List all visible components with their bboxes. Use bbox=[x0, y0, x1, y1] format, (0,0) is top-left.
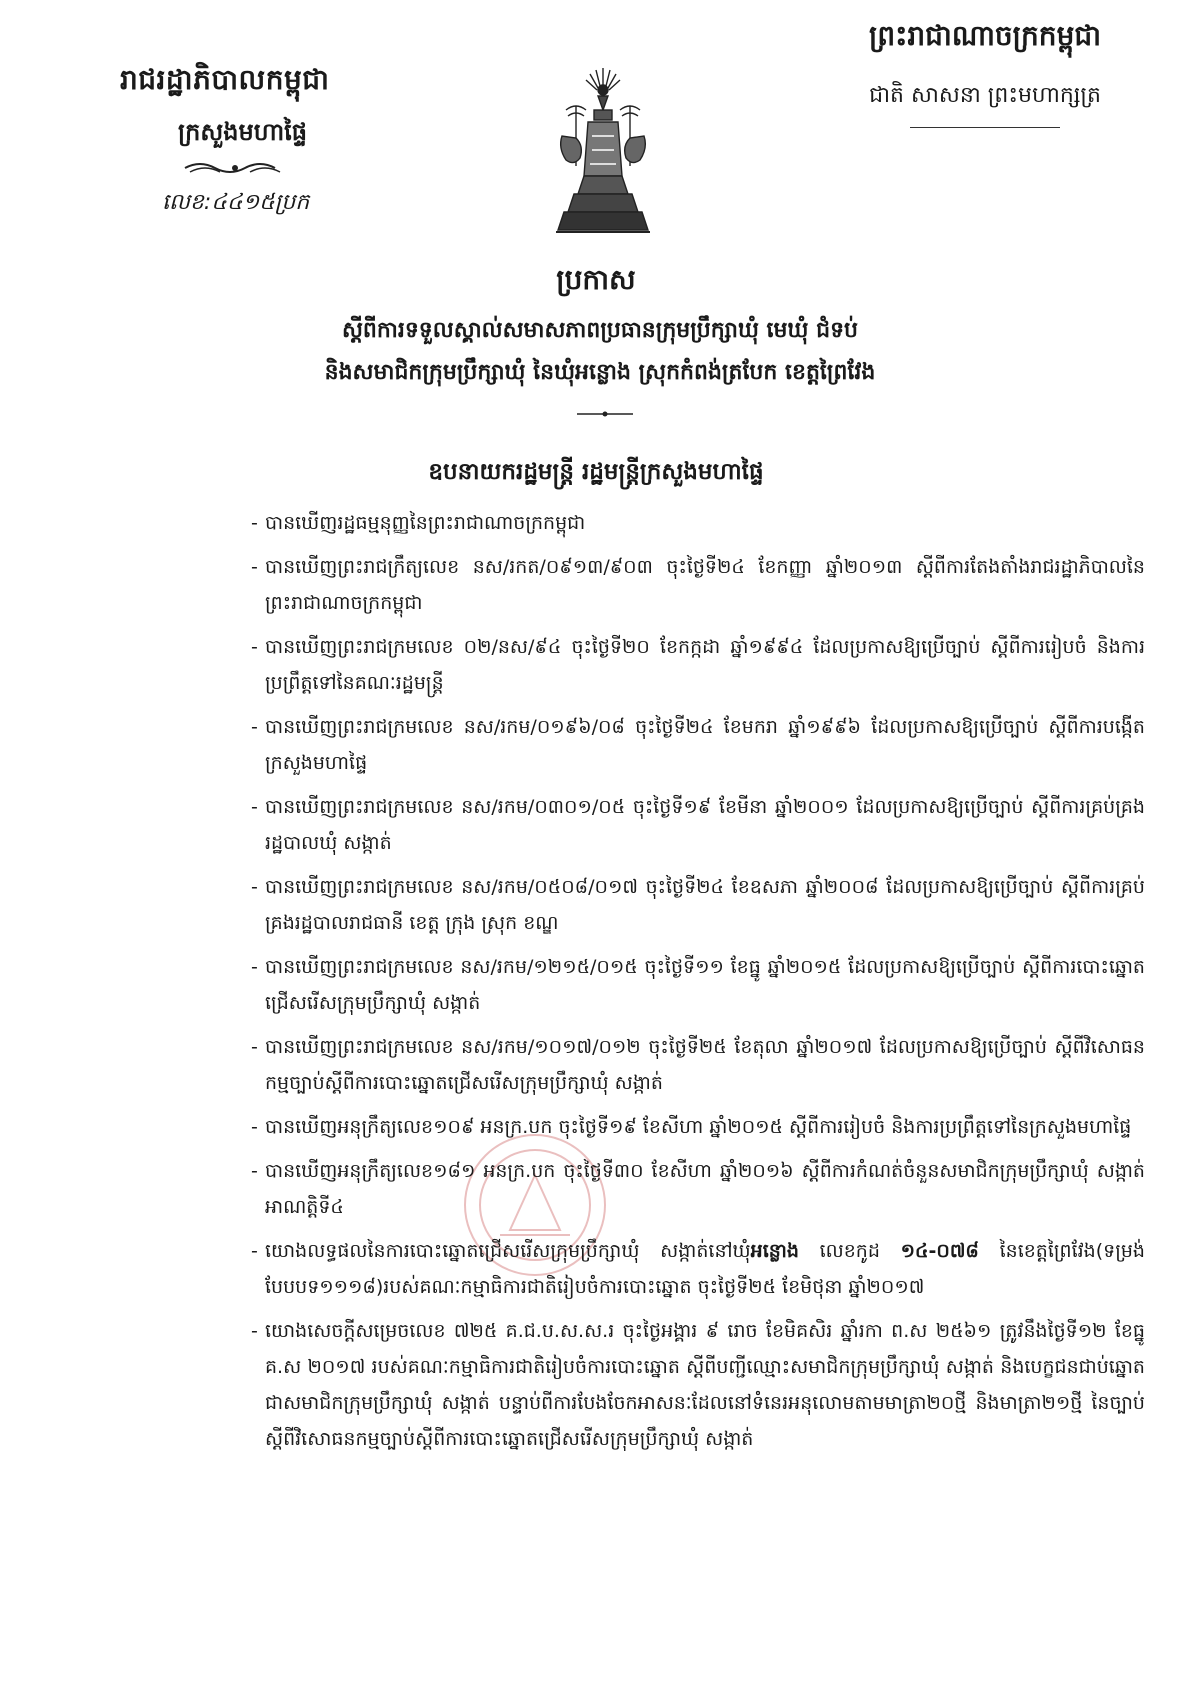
government-name: រាជរដ្ឋាភិបាលកម្ពុជា bbox=[120, 63, 330, 96]
list-item bbox=[251, 949, 1145, 1021]
bullet-dash: - bbox=[251, 1160, 258, 1182]
subject-line: និងសមាជិកក្រុមប្រឹក្សាឃុំ នៃឃុំអន្លោង ស្រុកកំពង់ត្របែក ខេត្តព្រៃវែង bbox=[324, 360, 876, 385]
clause-text: លេខកូដ bbox=[798, 1240, 901, 1262]
document-subject bbox=[150, 310, 1050, 394]
list-item bbox=[251, 1233, 1145, 1305]
clause-text: យោងសេចក្តីសម្រេចលេខ ៧២៥ គ.ជ.ប.ស.ស.រ ចុះថ្ងៃអង្គារ ៩ រោច ខែមិគសិរ ឆ្នាំរកា ព.ស ២៥៦១ ត្រូវនឹងថ្ងៃទី១២ ខែធ្នូ គ.ស ២០១៧ របស់គណៈកម្មាធិការជាតិរៀបចំការបោះឆ្នោត ស្តីពីបញ្ជីឈ្មោះសមាជិកក្រុមប្រឹក្សាឃុំ សង្កាត់ និងបេក្ខជនជាប់ឆ្នោតជាសមាជិកក្រុមប្រឹក្សាឃុំ សង្កាត់ បន្ទាប់ពីការបែងចែកអាសនៈដែលនៅទំនេរអនុលោមតាមមាត្រា២០ថ្មី និងមាត្រា២១ថ្មី នៃច្បាប់ ស្តីពីវិសោធនកម្មច្បាប់ស្តីពីការបោះឆ្នោតជ្រើសរើសក្រុមប្រឹក្សាឃុំ សង្កាត់ bbox=[265, 1320, 1145, 1450]
bullet-dash: - bbox=[251, 1116, 258, 1138]
bullet-dash: - bbox=[251, 716, 258, 738]
ministry-name: ក្រសួងមហាផ្ទៃ bbox=[178, 118, 308, 146]
list-item bbox=[251, 1313, 1145, 1457]
issuer-header bbox=[120, 62, 420, 220]
bullet-dash: - bbox=[251, 1036, 258, 1058]
bullet-dash: - bbox=[251, 512, 258, 534]
clause-text: យោងលទ្ធផលនៃការបោះឆ្នោតជ្រើសរើសក្រុមប្រឹក្សាឃុំ សង្កាត់នៅឃុំ bbox=[265, 1240, 751, 1262]
kingdom-name: ព្រះរាជាណាចក្រកម្ពុជា bbox=[868, 19, 1101, 52]
signatory-title: ឧបនាយករដ្ឋមន្ត្រី រដ្ឋមន្ត្រីក្រសួងមហាផ្ទៃ bbox=[428, 459, 764, 485]
list-item bbox=[251, 1109, 1145, 1145]
motto-divider bbox=[910, 127, 1060, 128]
list-item bbox=[251, 1029, 1145, 1101]
commune-name: អន្លោង bbox=[750, 1240, 799, 1262]
clause-text: បានឃើញព្រះរាជក្រមលេខ នស/រកម/០១៩៦/០៨ ចុះថ្ងៃទី២៤ ខែមករា ឆ្នាំ១៩៩៦ ដែលប្រកាសឱ្យប្រើច្បាប់ ស្តីពីការបង្កើតក្រសួងមហាផ្ទៃ bbox=[265, 716, 1145, 774]
list-item bbox=[251, 1153, 1145, 1225]
list-item bbox=[251, 505, 1145, 541]
bullet-dash: - bbox=[251, 1240, 258, 1262]
bullet-dash: - bbox=[251, 876, 258, 898]
clause-text: បានឃើញព្រះរាជក្រមលេខ នស/រកម/០៣០១/០៥ ចុះថ្ងៃទី១៩ ខែមីនា ឆ្នាំ២០០១ ដែលប្រកាសឱ្យប្រើច្បាប់ ស្តីពីការគ្រប់គ្រងរដ្ឋបាលឃុំ សង្កាត់ bbox=[265, 796, 1145, 854]
reference-number: លេខ:៤៤១៥ប្រក bbox=[162, 190, 310, 215]
bullet-dash: - bbox=[251, 636, 258, 658]
document-type: ប្រកាស bbox=[556, 263, 636, 296]
list-item bbox=[251, 709, 1145, 781]
divider-ornament-icon bbox=[575, 410, 635, 418]
clause-text: បានឃើញព្រះរាជក្រឹត្យលេខ នស/រកត/០៩១៣/៩០៣ ចុះថ្ងៃទី២៤ ខែកញ្ញា ឆ្នាំ២០១៣ ស្តីពីការតែងតាំងរាជរដ្ឋាភិបាលនៃព្រះរាជាណាចក្រកម្ពុជា bbox=[265, 556, 1145, 614]
bullet-dash: - bbox=[251, 556, 258, 578]
clause-text: បានឃើញអនុក្រឹត្យលេខ១៨១ អនក្រ.បក ចុះថ្ងៃទី៣០ ខែសីហា ឆ្នាំ២០១៦ ស្តីពីការកំណត់ចំនួនសមាជិកក្រុមប្រឹក្សាឃុំ សង្កាត់អាណត្តិទី៤ bbox=[265, 1160, 1145, 1218]
list-item bbox=[251, 869, 1145, 941]
bullet-dash: - bbox=[251, 1320, 258, 1342]
commune-code: ១៤-០៧៨ bbox=[900, 1240, 979, 1262]
bullet-dash: - bbox=[251, 796, 258, 818]
list-item bbox=[251, 549, 1145, 621]
clause-text: បានឃើញព្រះរាជក្រមលេខ ០២/នស/៩៤ ចុះថ្ងៃទី២០ ខែកក្កដា ឆ្នាំ១៩៩៤ ដែលប្រកាសឱ្យប្រើច្បាប់ ស្តីពីការរៀបចំ និងការប្រព្រឹត្តទៅនៃគណៈរដ្ឋមន្ត្រី bbox=[265, 636, 1145, 694]
clause-text: បានឃើញព្រះរាជក្រមលេខ នស/រកម/០៥០៨/០១៧ ចុះថ្ងៃទី២៤ ខែឧសភា ឆ្នាំ២០០៨ ដែលប្រកាសឱ្យប្រើច្បាប់ ស្តីពីការគ្រប់គ្រងរដ្ឋបាលរាជធានី ខេត្ត ក្រុង ស្រុក ខណ្ឌ bbox=[265, 876, 1145, 934]
clause-text: បានឃើញព្រះរាជក្រមលេខ នស/រកម/១២១៥/០១៥ ចុះថ្ងៃទី១១ ខែធ្នូ ឆ្នាំ២០១៥ ដែលប្រកាសឱ្យប្រើច្បាប់ ស្តីពីការបោះឆ្នោតជ្រើសរើសក្រុមប្រឹក្សាឃុំ សង្កាត់ bbox=[265, 956, 1145, 1014]
clause-text: បានឃើញរដ្ឋធម្មនុញ្ញនៃព្រះរាជាណាចក្រកម្ពុជា bbox=[265, 512, 586, 534]
clause-list bbox=[251, 505, 1145, 1465]
bullet-dash: - bbox=[251, 956, 258, 978]
national-motto: ជាតិ សាសនា ព្រះមហាក្សត្រ bbox=[869, 83, 1101, 108]
subject-line: ស្តីពីការទទួលស្គាល់សមាសភាពប្រធានក្រុមប្រឹក្សាឃុំ មេឃុំ ជំទប់ bbox=[341, 318, 858, 343]
list-item bbox=[251, 629, 1145, 701]
clause-text: នៃខេត្តព្រៃវែង(ទម្រង់បែបបទ១១១៨)របស់គណៈកម្មាធិការជាតិរៀបចំការបោះឆ្នោត ចុះថ្ងៃទី២៥ ខែមិថុនា ឆ្នាំ២០១៧ bbox=[265, 1240, 1145, 1298]
kingdom-header bbox=[815, 18, 1155, 128]
royal-emblem-icon bbox=[548, 66, 658, 244]
clause-text: បានឃើញអនុក្រឹត្យលេខ១០៩ អនក្រ.បក ចុះថ្ងៃទី១៩ ខែសីហា ឆ្នាំ២០១៥ ស្តីពីការរៀបចំ និងការប្រព្រឹត្តទៅនៃក្រសួងមហាផ្ទៃ bbox=[265, 1116, 1132, 1138]
ornament-icon bbox=[180, 160, 290, 176]
clause-text: បានឃើញព្រះរាជក្រមលេខ នស/រកម/១០១៧/០១២ ចុះថ្ងៃទី២៥ ខែតុលា ឆ្នាំ២០១៧ ដែលប្រកាសឱ្យប្រើច្បាប់ ស្តីពីវិសោធនកម្មច្បាប់ស្តីពីការបោះឆ្នោតជ្រើសរើសក្រុមប្រឹក្សាឃុំ សង្កាត់ bbox=[265, 1036, 1145, 1094]
list-item bbox=[251, 789, 1145, 861]
